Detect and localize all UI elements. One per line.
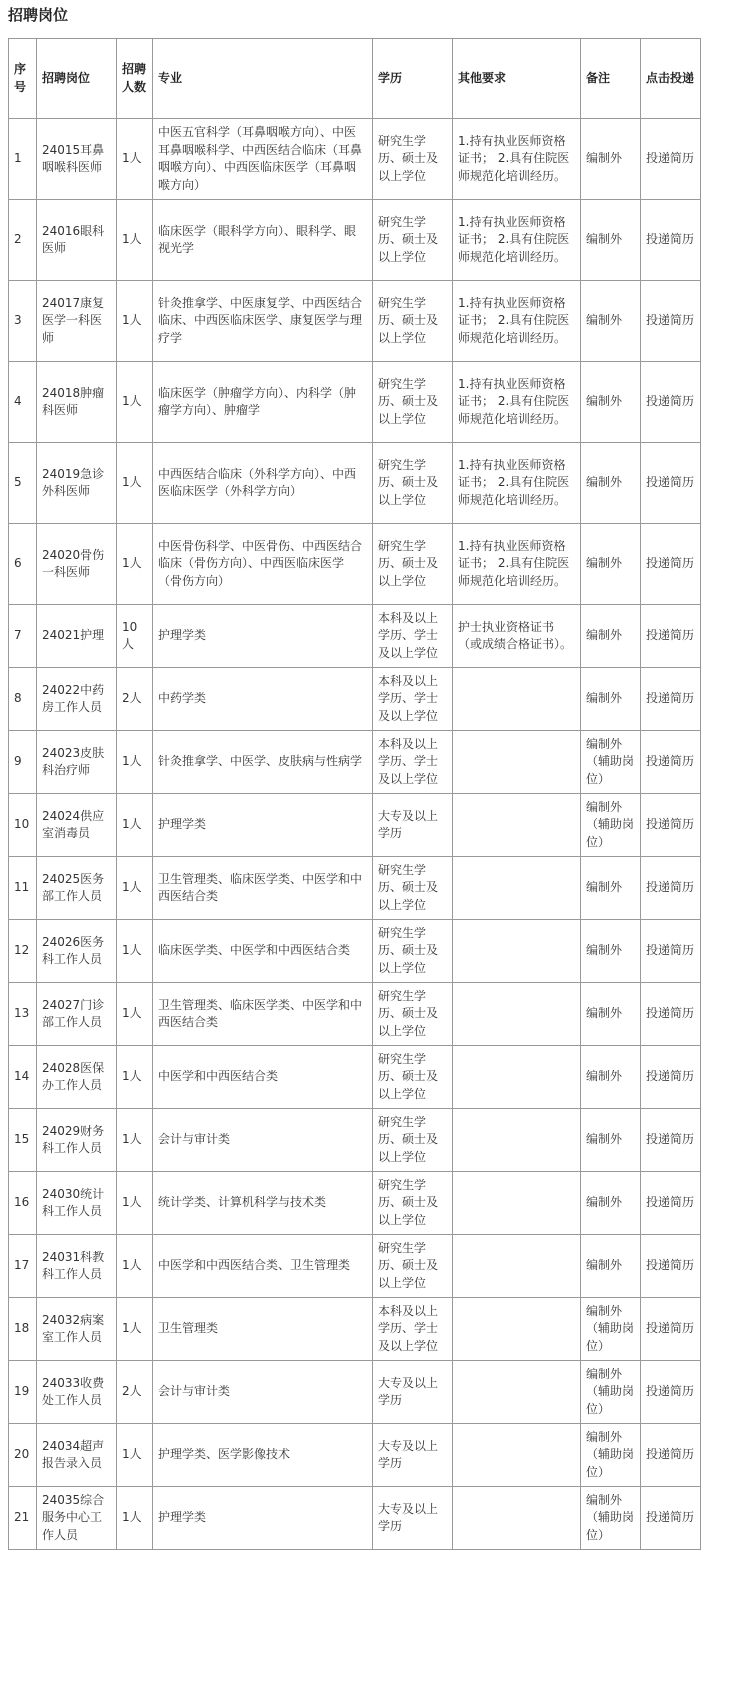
apply-resume-link[interactable]: 投递简历 (641, 281, 701, 362)
cell-count: 1人 (117, 362, 153, 443)
cell-requirements (453, 1298, 581, 1361)
cell-count: 1人 (117, 1046, 153, 1109)
cell-education: 研究生学历、硕士及以上学位 (373, 1235, 453, 1298)
apply-resume-link[interactable]: 投递简历 (641, 605, 701, 668)
table-row (9, 731, 701, 794)
header-apply: 点击投递 (641, 39, 701, 119)
apply-resume-link[interactable]: 投递简历 (641, 983, 701, 1046)
cell-position: 24024供应室消毒员 (37, 794, 117, 857)
cell-count: 10人 (117, 605, 153, 668)
cell-note: 编制外 (581, 920, 641, 983)
cell-requirements (453, 1424, 581, 1487)
table-row (9, 1487, 701, 1550)
apply-resume-link[interactable]: 投递简历 (641, 1172, 701, 1235)
cell-position: 24032病案室工作人员 (37, 1298, 117, 1361)
cell-major: 中医学和中西医结合类 (153, 1046, 373, 1109)
cell-major: 针灸推拿学、中医学、皮肤病与性病学 (153, 731, 373, 794)
cell-requirements (453, 1109, 581, 1172)
cell-requirements: 1.持有执业医师资格证书； 2.具有住院医师规范化培训经历。 (453, 119, 581, 200)
cell-requirements: 1.持有执业医师资格证书； 2.具有住院医师规范化培训经历。 (453, 281, 581, 362)
cell-note: 编制外（辅助岗位） (581, 731, 641, 794)
cell-major: 卫生管理类、临床医学类、中医学和中西医结合类 (153, 857, 373, 920)
table-row (9, 524, 701, 605)
cell-count: 1人 (117, 920, 153, 983)
cell-major: 中药学类 (153, 668, 373, 731)
cell-note: 编制外 (581, 1235, 641, 1298)
cell-position: 24023皮肤科治疗师 (37, 731, 117, 794)
cell-no: 5 (9, 443, 37, 524)
cell-count: 1人 (117, 1487, 153, 1550)
page-title: 招聘岗位 (8, 6, 69, 24)
cell-position: 24031科教科工作人员 (37, 1235, 117, 1298)
cell-education: 研究生学历、硕士及以上学位 (373, 119, 453, 200)
cell-count: 2人 (117, 668, 153, 731)
header-count: 招聘人数 (117, 39, 153, 119)
cell-major: 中西医结合临床（外科学方向）、中西医临床医学（外科学方向） (153, 443, 373, 524)
apply-resume-link[interactable]: 投递简历 (641, 857, 701, 920)
cell-count: 1人 (117, 794, 153, 857)
cell-education: 大专及以上学历 (373, 1424, 453, 1487)
cell-note: 编制外 (581, 668, 641, 731)
table-row (9, 1424, 701, 1487)
cell-position: 24019急诊外科医师 (37, 443, 117, 524)
cell-education: 研究生学历、硕士及以上学位 (373, 1172, 453, 1235)
cell-count: 1人 (117, 1109, 153, 1172)
cell-requirements (453, 794, 581, 857)
cell-position: 24016眼科医师 (37, 200, 117, 281)
cell-education: 大专及以上学历 (373, 794, 453, 857)
cell-education: 研究生学历、硕士及以上学位 (373, 443, 453, 524)
cell-major: 临床医学类、中医学和中西医结合类 (153, 920, 373, 983)
cell-position: 24020骨伤一科医师 (37, 524, 117, 605)
cell-note: 编制外（辅助岗位） (581, 794, 641, 857)
table-header-row (9, 39, 701, 119)
cell-requirements (453, 1172, 581, 1235)
cell-position: 24028医保办工作人员 (37, 1046, 117, 1109)
apply-resume-link[interactable]: 投递简历 (641, 1424, 701, 1487)
table-row (9, 200, 701, 281)
cell-major: 护理学类 (153, 605, 373, 668)
cell-position: 24029财务科工作人员 (37, 1109, 117, 1172)
apply-resume-link[interactable]: 投递简历 (641, 731, 701, 794)
cell-note: 编制外 (581, 362, 641, 443)
cell-note: 编制外（辅助岗位） (581, 1298, 641, 1361)
apply-resume-link[interactable]: 投递简历 (641, 920, 701, 983)
cell-note: 编制外 (581, 524, 641, 605)
cell-count: 1人 (117, 443, 153, 524)
cell-no: 1 (9, 119, 37, 200)
cell-count: 1人 (117, 731, 153, 794)
cell-count: 1人 (117, 200, 153, 281)
cell-requirements: 1.持有执业医师资格证书； 2.具有住院医师规范化培训经历。 (453, 200, 581, 281)
cell-note: 编制外 (581, 200, 641, 281)
cell-no: 18 (9, 1298, 37, 1361)
cell-major: 护理学类 (153, 794, 373, 857)
apply-resume-link[interactable]: 投递简历 (641, 1487, 701, 1550)
cell-count: 1人 (117, 119, 153, 200)
cell-requirements (453, 1361, 581, 1424)
cell-requirements (453, 1046, 581, 1109)
cell-note: 编制外 (581, 857, 641, 920)
cell-no: 20 (9, 1424, 37, 1487)
cell-note: 编制外（辅助岗位） (581, 1487, 641, 1550)
cell-major: 中医骨伤科学、中医骨伤、中西医结合临床（骨伤方向）、中西医临床医学（骨伤方向） (153, 524, 373, 605)
apply-resume-link[interactable]: 投递简历 (641, 1109, 701, 1172)
cell-note: 编制外 (581, 281, 641, 362)
cell-requirements: 护士执业资格证书（或成绩合格证书）。 (453, 605, 581, 668)
cell-no: 19 (9, 1361, 37, 1424)
table-row (9, 1235, 701, 1298)
cell-education: 本科及以上学历、学士及以上学位 (373, 668, 453, 731)
table-row (9, 920, 701, 983)
apply-resume-link[interactable]: 投递简历 (641, 1361, 701, 1424)
header-requirements: 其他要求 (453, 39, 581, 119)
cell-position: 24022中药房工作人员 (37, 668, 117, 731)
table-row (9, 1109, 701, 1172)
cell-education: 研究生学历、硕士及以上学位 (373, 524, 453, 605)
cell-requirements (453, 668, 581, 731)
cell-no: 10 (9, 794, 37, 857)
header-education: 学历 (373, 39, 453, 119)
cell-no: 3 (9, 281, 37, 362)
table-row (9, 983, 701, 1046)
cell-note: 编制外 (581, 443, 641, 524)
cell-count: 1人 (117, 1172, 153, 1235)
table-row (9, 119, 701, 200)
table-row (9, 443, 701, 524)
table-row (9, 1046, 701, 1109)
cell-note: 编制外（辅助岗位） (581, 1424, 641, 1487)
table-row (9, 1298, 701, 1361)
cell-position: 24021护理 (37, 605, 117, 668)
cell-major: 卫生管理类 (153, 1298, 373, 1361)
cell-education: 本科及以上学历、学士及以上学位 (373, 605, 453, 668)
cell-major: 统计学类、计算机科学与技术类 (153, 1172, 373, 1235)
cell-requirements: 1.持有执业医师资格证书； 2.具有住院医师规范化培训经历。 (453, 443, 581, 524)
cell-position: 24034超声报告录入员 (37, 1424, 117, 1487)
cell-major: 会计与审计类 (153, 1109, 373, 1172)
cell-major: 临床医学（肿瘤学方向）、内科学（肿瘤学方向）、肿瘤学 (153, 362, 373, 443)
cell-education: 研究生学历、硕士及以上学位 (373, 857, 453, 920)
apply-resume-link[interactable]: 投递简历 (641, 524, 701, 605)
cell-position: 24026医务科工作人员 (37, 920, 117, 983)
cell-position: 24025医务部工作人员 (37, 857, 117, 920)
cell-major: 卫生管理类、临床医学类、中医学和中西医结合类 (153, 983, 373, 1046)
table-row (9, 362, 701, 443)
cell-position: 24015耳鼻咽喉科医师 (37, 119, 117, 200)
cell-requirements (453, 1235, 581, 1298)
cell-no: 17 (9, 1235, 37, 1298)
cell-no: 8 (9, 668, 37, 731)
cell-count: 1人 (117, 857, 153, 920)
header-note: 备注 (581, 39, 641, 119)
table-row (9, 794, 701, 857)
cell-major: 护理学类、医学影像技术 (153, 1424, 373, 1487)
cell-education: 研究生学历、硕士及以上学位 (373, 362, 453, 443)
apply-resume-link[interactable]: 投递简历 (641, 362, 701, 443)
header-no: 序号 (9, 39, 37, 119)
cell-major: 针灸推拿学、中医康复学、中西医结合临床、中西医临床医学、康复医学与理疗学 (153, 281, 373, 362)
table-row (9, 1172, 701, 1235)
apply-resume-link[interactable]: 投递简历 (641, 200, 701, 281)
cell-education: 研究生学历、硕士及以上学位 (373, 200, 453, 281)
cell-education: 研究生学历、硕士及以上学位 (373, 983, 453, 1046)
table-row (9, 857, 701, 920)
cell-education: 大专及以上学历 (373, 1361, 453, 1424)
cell-major: 护理学类 (153, 1487, 373, 1550)
cell-count: 1人 (117, 1424, 153, 1487)
cell-position: 24035综合服务中心工作人员 (37, 1487, 117, 1550)
cell-no: 4 (9, 362, 37, 443)
cell-note: 编制外 (581, 1172, 641, 1235)
cell-no: 16 (9, 1172, 37, 1235)
cell-requirements (453, 1487, 581, 1550)
cell-no: 15 (9, 1109, 37, 1172)
cell-requirements: 1.持有执业医师资格证书； 2.具有住院医师规范化培训经历。 (453, 524, 581, 605)
cell-note: 编制外 (581, 983, 641, 1046)
header-major: 专业 (153, 39, 373, 119)
apply-resume-link[interactable]: 投递简历 (641, 1235, 701, 1298)
cell-position: 24027门诊部工作人员 (37, 983, 117, 1046)
table-row (9, 605, 701, 668)
apply-resume-link[interactable]: 投递简历 (641, 668, 701, 731)
cell-note: 编制外（辅助岗位） (581, 1361, 641, 1424)
cell-requirements (453, 920, 581, 983)
apply-resume-link[interactable]: 投递简历 (641, 1046, 701, 1109)
cell-requirements (453, 731, 581, 794)
cell-count: 1人 (117, 524, 153, 605)
table-row (9, 668, 701, 731)
cell-no: 6 (9, 524, 37, 605)
cell-education: 本科及以上学历、学士及以上学位 (373, 731, 453, 794)
cell-no: 11 (9, 857, 37, 920)
apply-resume-link[interactable]: 投递简历 (641, 119, 701, 200)
cell-no: 12 (9, 920, 37, 983)
recruitment-table (8, 38, 701, 1550)
cell-no: 13 (9, 983, 37, 1046)
cell-position: 24033收费处工作人员 (37, 1361, 117, 1424)
apply-resume-link[interactable]: 投递简历 (641, 443, 701, 524)
apply-resume-link[interactable]: 投递简历 (641, 1298, 701, 1361)
header-position: 招聘岗位 (37, 39, 117, 119)
cell-requirements (453, 857, 581, 920)
cell-requirements (453, 983, 581, 1046)
apply-resume-link[interactable]: 投递简历 (641, 794, 701, 857)
cell-requirements: 1.持有执业医师资格证书； 2.具有住院医师规范化培训经历。 (453, 362, 581, 443)
cell-major: 中医五官科学（耳鼻咽喉方向）、中医耳鼻咽喉科学、中西医结合临床（耳鼻咽喉方向）、中西医临床医学（耳鼻咽喉方向） (153, 119, 373, 200)
cell-major: 会计与审计类 (153, 1361, 373, 1424)
cell-major: 临床医学（眼科学方向）、眼科学、眼视光学 (153, 200, 373, 281)
cell-position: 24030统计科工作人员 (37, 1172, 117, 1235)
cell-note: 编制外 (581, 605, 641, 668)
cell-position: 24017康复医学一科医师 (37, 281, 117, 362)
cell-no: 7 (9, 605, 37, 668)
cell-position: 24018肿瘤科医师 (37, 362, 117, 443)
cell-count: 2人 (117, 1361, 153, 1424)
cell-count: 1人 (117, 983, 153, 1046)
table-row (9, 281, 701, 362)
cell-count: 1人 (117, 281, 153, 362)
cell-no: 21 (9, 1487, 37, 1550)
cell-note: 编制外 (581, 119, 641, 200)
cell-note: 编制外 (581, 1046, 641, 1109)
cell-education: 研究生学历、硕士及以上学位 (373, 920, 453, 983)
cell-note: 编制外 (581, 1109, 641, 1172)
cell-education: 本科及以上学历、学士及以上学位 (373, 1298, 453, 1361)
cell-education: 研究生学历、硕士及以上学位 (373, 281, 453, 362)
cell-no: 14 (9, 1046, 37, 1109)
cell-major: 中医学和中西医结合类、卫生管理类 (153, 1235, 373, 1298)
cell-education: 研究生学历、硕士及以上学位 (373, 1109, 453, 1172)
cell-no: 9 (9, 731, 37, 794)
cell-no: 2 (9, 200, 37, 281)
cell-count: 1人 (117, 1298, 153, 1361)
cell-count: 1人 (117, 1235, 153, 1298)
cell-education: 大专及以上学历 (373, 1487, 453, 1550)
cell-education: 研究生学历、硕士及以上学位 (373, 1046, 453, 1109)
table-row (9, 1361, 701, 1424)
